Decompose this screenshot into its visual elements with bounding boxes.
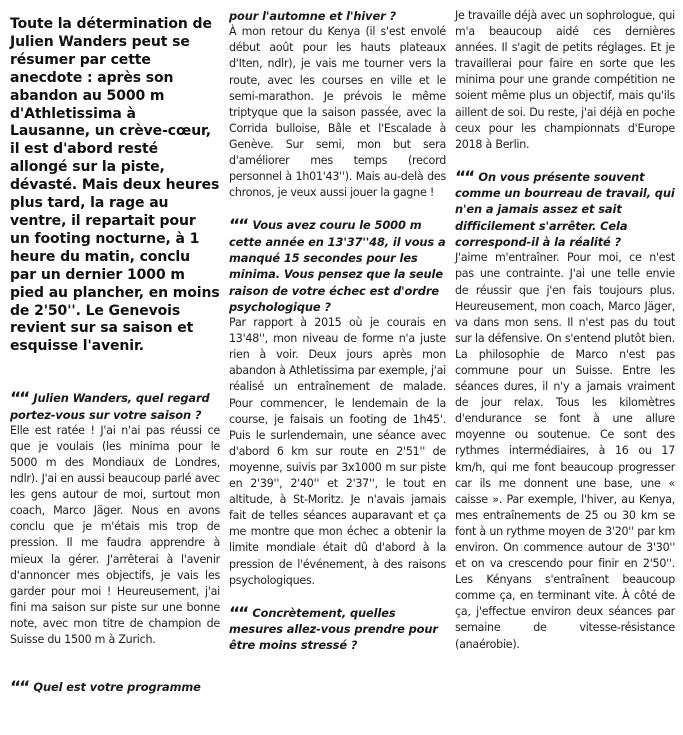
answer-5: J'aime m'entraîner. Pour moi, ce n'est pas une contrainte. J'ai une telle envie de réussir que j'en fais toujours plus. Heureusement, mon coach, Marco Jäger, va dans mon sens. Il n'est pas du tout sur la défensive. On s'entend plutôt bien. La philosophie de Marco n'est pas commune pour un Suisse. Entre les séances dures, il n'y a jamais vraiment de jour relax. Tous les kilomètres d'endurance se font à une allure moyenne ou soutenue. Ce sont des rythmes intermédiaires, à 16 ou 17 km/h, qui me font beaucoup progresser car ils me donnent une base, une « caisse ». Par exemple, l'hiver, au Kenya, mes entraînements de 25 ou 30 km se font à un rythme moyen de 3'20'' par km environ. On commence autour de 3'30'' et on va crescendo pour finir en 2'50''. Les Kényans s'entraînent beaucoup comme ça, en terminant vite. À côté de ça, j'effectue environ deux séances par semaine de vitesse-résistance (anaérobie). xyxy=(455,251,675,651)
question-4 xyxy=(229,605,446,654)
question-2 xyxy=(10,678,220,699)
lead-paragraph: Toute la détermination de Julien Wanders peut se résumer par cette anecdote : après son abandon au 5000 m d'Athletissima à Lausanne, un crève-cœur, il est d'abord resté allongé sur la piste, dévasté. Mais deux heures plus tard, la rage au ventre, il repartait pour un footing nocturne, à 1 heure du matin, conclu par un dernier 1000 m pied au plancher, en moins de 2'50''. Le Genevois revient sur sa saison et esquisse l'avenir. xyxy=(10,16,220,355)
quote-mark-icon: ““ xyxy=(10,678,29,699)
answer-4: Je travaille déjà avec un sophrologue, qui m'a beaucoup aidé ces dernières années. Il s'agit de petits réglages. Et je travaillerai pour faire en sorte que les minima pour une grande compétition ne soient même plus un objectif, mais qu'ils aillent de soi. Du reste, j'ai déjà en poche ceux pour les championnats d'Europe 2018 à Berlin. xyxy=(455,9,675,151)
column-3 xyxy=(455,0,675,653)
answer-1: Elle est ratée ! J'ai n'ai pas réussi ce que je voulais (les minima pour le 5000 m des Mondiaux de Londres, ndlr). J'ai en aussi beaucoup parlé avec les gens autour de moi, surtout mon coach, Marco Jäger. Nous en avons conclu que je m'étais mis trop de pression. Il me faudra apprendre à mieux la gérer. J'arrêterai à l'avenir d'annoncer mes objectifs, je vais les garder pour moi ! Heureusement, j'ai fini ma saison sur piste sur une bonne note, avec mon titre de champion de Suisse du 1500 m à Zurich. xyxy=(10,423,220,647)
question-2-text: Quel est votre programme xyxy=(33,680,201,695)
column-1 xyxy=(10,0,220,699)
answer-2: À mon retour du Kenya (il s'est envolé début août pour les hauts plateaux d'Iten, ndlr), je vais me tourner vers la route, avec les courses en ville et le semi-marathon. Je prévois le même triptyque que la saison passée, avec la Corrida bulloise, Bâle et l'Escalade à Genève. Sur semi, mon but sera d'améliorer mes temps (record personnel à 1h01'43''). Mais au-delà des chronos, je veux aussi jouer la gagne ! xyxy=(229,25,446,200)
question-5-text: On vous présente souvent comme un bourreau de travail, qui n'en a jamais assez et sait difficilement s'arrêter. Cela correspond-il à la réalité ? xyxy=(455,169,675,250)
question-3-text: Vous avez couru le 5000 m cette année en 13'37''48, il vous a manqué 15 secondes pour les minima. Vous pensez que la seule raison de votre échec est d'ordre psychologique ? xyxy=(229,218,446,314)
quote-mark-icon: ““ xyxy=(10,389,29,410)
question-5 xyxy=(455,169,675,250)
quote-mark-icon: ““ xyxy=(455,167,474,188)
question-3 xyxy=(229,217,446,315)
question-2-continued: pour l'automne et l'hiver ? xyxy=(229,9,396,23)
column-2 xyxy=(229,0,446,654)
question-1 xyxy=(10,390,220,423)
quote-mark-icon: ““ xyxy=(229,216,248,237)
answer-3: Par rapport à 2015 où je courais en 13'48'', mon niveau de forme n'a juste rien à voir. Deux jours après mon abandon à Athletissima par exemple, j'ai réalisé un entraînement de malade. Pour commencer, le lendemain de la course, je faisais un footing de 1h45'. Puis le surlendemain, une séance avec d'abord 6 km sur route en 2'51'' de moyenne, suivis par 3x1000 m sur piste en 2'39'', 2'40'' et 2'37'', le tout en altitude, à St-Moritz. Je n'avais jamais fait de telles séances auparavant et ça me montre que mon échec a obtenir la limite mondiale était dû d'abord à la pression de l'événement, à des raisons psychologiques. xyxy=(229,316,446,587)
quote-mark-icon: ““ xyxy=(229,603,248,624)
question-1-text: Julien Wanders, quel regard portez-vous sur votre saison ? xyxy=(10,391,210,422)
question-4-text: Concrètement, quelles mesures allez-vous prendre pour être moins stressé ? xyxy=(229,605,438,653)
